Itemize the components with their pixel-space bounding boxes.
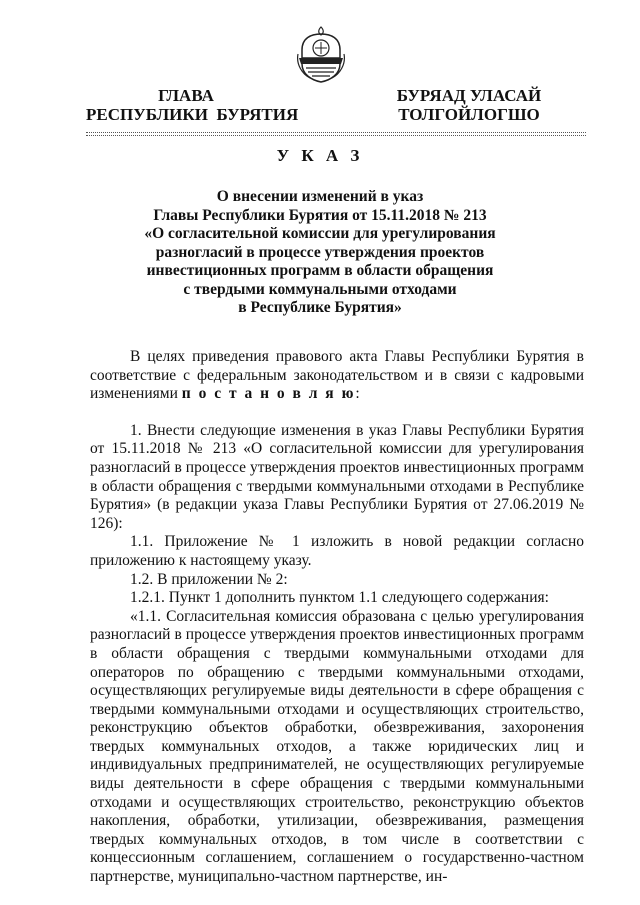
title-line: О внесении изменений в указ	[216, 188, 424, 205]
preamble-colon: :	[355, 385, 360, 403]
title-line: с твердыми коммунальными отходами	[183, 280, 457, 298]
document-body	[90, 348, 584, 887]
title-line: Главы Республики Бурятия от 15.11.2018 № 213	[153, 206, 487, 224]
preamble-paragraph	[90, 348, 584, 404]
header-left	[86, 86, 299, 124]
title-line: разногласий в процессе утверждения проектов	[155, 243, 485, 261]
header-divider	[86, 132, 586, 133]
paragraph-item-1: 1. Внести следующие изменения в указ Главы Республики Бурятия от 15.11.2018 № 213 «О согласительной комиссии для урегулирования разногласий в процессе утверждения проектов инвестиционных программ в области обращения с твердыми коммунальными отходами в Республике Бурятия» (в редакции указа Главы Республики Бурятия от 27.06.2019 № 126):	[90, 421, 584, 532]
title-line: «О согласительной комиссии для урегулирования	[144, 225, 496, 242]
header-left-line2: РЕСПУБЛИКИ БУРЯТИЯ	[86, 105, 299, 124]
header-divider-second	[86, 135, 586, 136]
header-right-line2: ТОЛГОЙЛОГШО	[398, 105, 540, 124]
decree-word: п о с т а н о в л я ю	[181, 385, 356, 403]
title-line: в Республике Бурятия»	[238, 299, 402, 316]
document-type: У К А З	[276, 146, 364, 165]
coat-of-arms-icon	[296, 24, 346, 84]
title-line: инвестиционных программ в области обращения	[146, 262, 494, 279]
document-title	[120, 188, 520, 318]
header-right	[384, 86, 554, 124]
paragraph-item-1-2: 1.2. В приложении № 2:	[130, 570, 288, 588]
header-left-line1: ГЛАВА	[158, 86, 214, 105]
preamble-text: В целях приведения правового акта Главы Республики Бурятия в соответствие с федеральным законодательством и в связи с кадровыми изменениями	[90, 348, 584, 403]
header-right-line1: БУРЯАД УЛАСАЙ	[396, 86, 542, 105]
paragraph-quote-1-1: «1.1. Согласительная комиссия образована с целью урегулирования разногласий в процессе утверждения проектов инвестиционных программ в области обращения с твердыми коммунальными отходами для операторов по обращению с твердыми коммунальными отходами, осуществляющих регулируемые виды деятельности в сфере обращения с твердыми коммунальными отходами и осуществляющих строительство, реконструкцию объектов обработки, обезвреживания, захоронения твердых коммунальных отходов, а также юридических лиц и индивидуальных предпринимателей, не осуществляющих регулируемые виды деятельности в сфере обращения с твердыми коммунальными отходами и осуществляющих строительство, реконструкцию объектов накопления, обработки, утилизации, обезвреживания, размещения твердых коммунальных отходов, в том числе в соответствии с концессионным соглашением, соглашением о государственно-частном партнерстве, муниципально-частном партнерстве, ин-	[90, 607, 584, 886]
paragraph-item-1-2-1: 1.2.1. Пункт 1 дополнить пунктом 1.1 следующего содержания:	[130, 589, 549, 607]
paragraph-item-1-1: 1.1. Приложение № 1 изложить в новой редакции согласно приложению к настоящему указу.	[90, 533, 584, 569]
